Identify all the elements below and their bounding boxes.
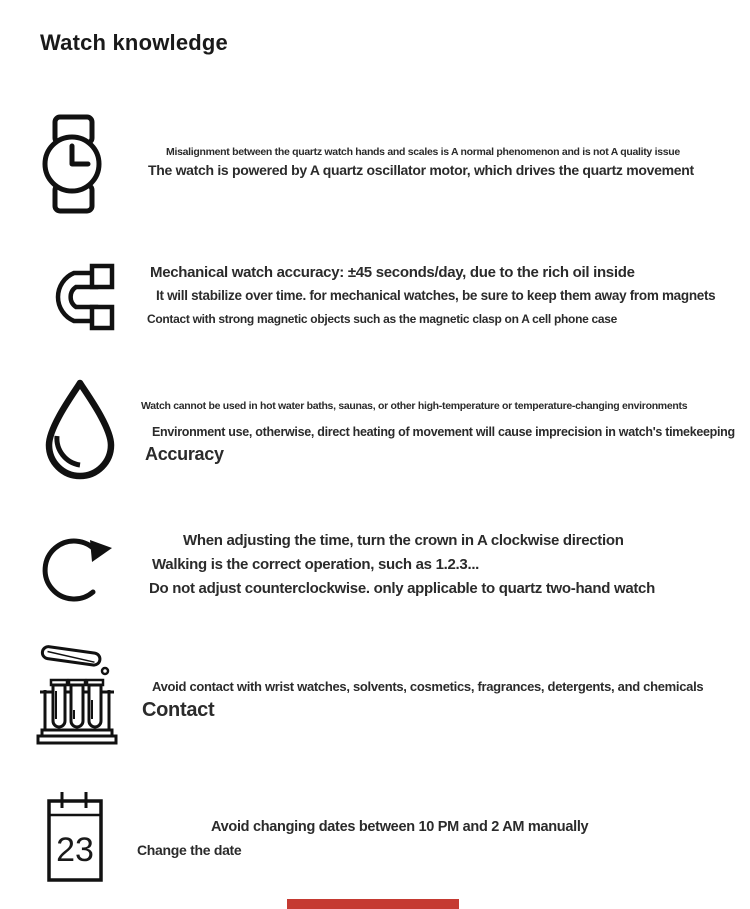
magnet-icon [36, 261, 120, 333]
clockwise-arrow-icon [38, 520, 116, 612]
section-headline: Accuracy [145, 444, 224, 464]
note-line: When adjusting the time, turn the crown in A clockwise direction [183, 532, 624, 549]
note-line: Misalignment between the quartz watch hands and scales is A normal phenomenon and is not A quality issue [166, 146, 680, 158]
note-line: It will stabilize over time. for mechanical watches, be sure to keep them away from magnets [156, 288, 716, 303]
water-drop-icon [36, 376, 124, 480]
bottom-red-divider [287, 899, 459, 909]
test-tubes-icon [36, 644, 118, 746]
note-line: Avoid changing dates between 10 PM and 2 AM manually [211, 819, 589, 835]
note-line: Mechanical watch accuracy: ±45 seconds/day, due to the rich oil inside [150, 264, 635, 281]
note-line: Do not adjust counterclockwise. only applicable to quartz two-hand watch [149, 580, 655, 597]
note-line: Walking is the correct operation, such as 1.2.3... [152, 556, 480, 573]
page-title: Watch knowledge [40, 30, 228, 55]
calendar-day-number: 23 [56, 831, 94, 869]
note-line: Environment use, otherwise, direct heating of movement will cause imprecision in watch's timekeeping [152, 425, 735, 439]
note-line: Contact with strong magnetic objects such as the magnetic clasp on A cell phone case [147, 312, 618, 326]
note-line: Avoid contact with wrist watches, solvents, cosmetics, fragrances, detergents, and chemicals [152, 679, 704, 694]
note-line: The watch is powered by A quartz oscillator motor, which drives the quartz movement [148, 162, 694, 178]
note-line: Watch cannot be used in hot water baths, saunas, or other high-temperature or temperature-changing environments [141, 400, 688, 412]
calendar-icon [44, 788, 106, 885]
wristwatch-icon [40, 113, 106, 215]
section-headline: Contact [142, 699, 215, 721]
note-line: Change the date [137, 842, 242, 858]
